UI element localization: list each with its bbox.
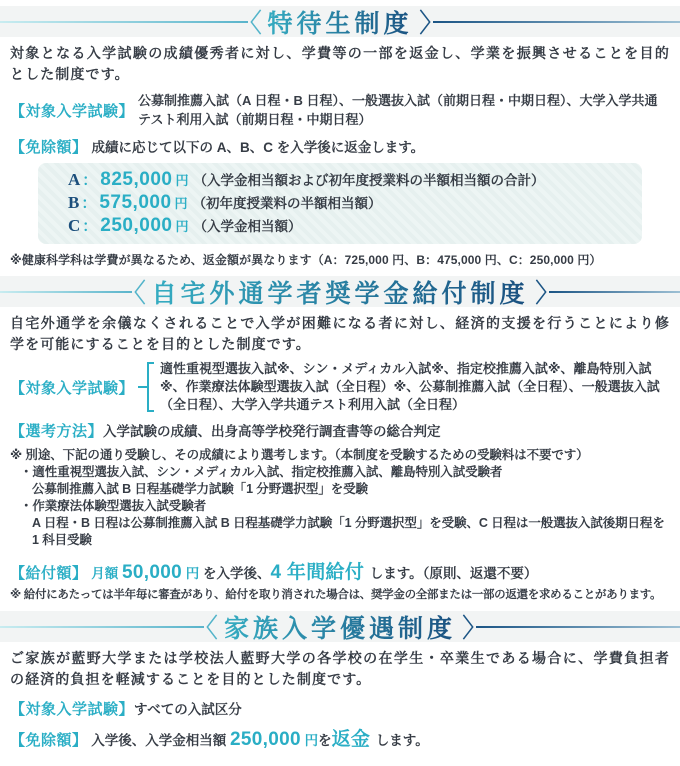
section2-grant-label: 【給付額】 [10, 565, 88, 582]
section3-intro: ご家族が藍野大学または学校法人藍野大学の各学校の在学生・卒業生である場合に、学費負担者の経済的負担を軽減することを目的とした制度です。 [10, 650, 670, 687]
title-line-left [0, 626, 204, 628]
section1-note: ※健康科学科は学費が異なるため、返金額が異なります（A：725,000 円、B：475,000 円、C：250,000 円） [10, 253, 602, 267]
section1-exam-label: 【対象入学試験】 [10, 102, 135, 120]
chevron-right-icon [461, 613, 476, 641]
colon: ： [81, 195, 97, 212]
amount-desc: （入学金相当額） [193, 219, 302, 234]
section2-exam-row [10, 360, 670, 414]
section1-exam-text: 公募制推薦入試（A 日程・B 日程）、一般選抜入試（前期日程・中期日程）、大学入学共通テスト利用入試（前期日程・中期日程） [138, 93, 658, 127]
grant-tail-text: します。（原則、返還不要） [369, 566, 538, 581]
amount-desc: （入学金相当額および初年度授業料の半額相当額の合計） [193, 173, 545, 188]
section3-title: 家族入学優遇制度 [219, 609, 461, 645]
amount-value: 575,000 [99, 192, 172, 213]
colon: ： [82, 218, 98, 235]
section1-exemption-label: 【免除額】 [10, 139, 88, 156]
section1-exemption-row [10, 136, 670, 157]
section1-title-band [0, 6, 680, 37]
family-preferential-section [0, 611, 680, 751]
grant-period: 4 年間給付 [270, 562, 370, 583]
grant-amount: 50,000 [122, 562, 182, 583]
section1-exam-row [10, 91, 670, 129]
bullet-head: ・作業療法体験型選抜入試受験者 [20, 499, 207, 513]
left-bracket-shape [147, 362, 154, 412]
chevron-right-icon [534, 278, 549, 306]
amount-row-c [68, 215, 632, 238]
amount-unit: 円 [175, 219, 189, 234]
section1-title: 特待生制度 [263, 4, 418, 40]
section1-exemption-text: 成績に応じて以下の A、B、C を入学後に返金します。 [91, 140, 425, 155]
section2-note: ※ 給付にあたっては半年毎に審査があり、給付を取り消された場合は、奨学金の全部または一部の返還を求めることがあります。 [10, 589, 662, 601]
section2-grant-row [10, 557, 670, 584]
grade-letter: A [68, 170, 81, 189]
section3-exemption-row [10, 724, 670, 751]
exemption-particle: を [318, 733, 332, 748]
special-scholarship-section [0, 6, 680, 268]
colon: ： [82, 172, 98, 189]
title-line-left [0, 21, 248, 23]
section3-exam-label: 【対象入学試験】 [10, 701, 135, 718]
amount-desc: （初年度授業料の半額相当額） [192, 196, 382, 211]
title-line-right [549, 291, 680, 293]
section2-exam-label: 【対象入学試験】 [10, 379, 135, 397]
amount-value: 250,000 [100, 215, 173, 236]
bracket-connector-line [138, 386, 147, 388]
chevron-left-icon [248, 8, 263, 36]
section2-title-band [0, 276, 680, 307]
amount-unit: 円 [174, 196, 188, 211]
exemption-unit: 円 [300, 733, 319, 748]
amount-unit: 円 [175, 173, 189, 188]
section3-title-band [0, 611, 680, 642]
grant-mid-text: を入学後、 [202, 566, 271, 581]
refund-amount-box [38, 163, 642, 244]
title-line-left [0, 291, 132, 293]
section3-exemption-label: 【免除額】 [10, 732, 88, 749]
title-line-right [433, 21, 680, 23]
section2-title: 自宅外通学者奨学金給付制度 [147, 274, 534, 310]
section2-selection-text: 入学試験の成績、出身高等学校発行調査書等の総合判定 [103, 424, 441, 439]
chevron-left-icon [132, 278, 147, 306]
chevron-left-icon [204, 613, 219, 641]
note-intro: ※ 別途、下記の通り受験し、その成績により選考します。（本制度を受験するための受験料は不要です） [10, 448, 589, 462]
exemption-refund: 返金 [331, 729, 376, 750]
grant-unit: 円 [181, 566, 203, 581]
exemption-tail-text: します。 [375, 733, 429, 748]
bullet-body: A 日程・B 日程は公募制推薦入試 B 日程基礎学力試験「1 分野選択型」を受験、C 日程は一般選抜入試後期日程を 1 科目受験 [32, 516, 665, 547]
section1-intro: 対象となる入学試験の成績優秀者に対し、学費等の一部を返金し、学業を振興させることを目的とした制度です。 [10, 45, 670, 82]
exemption-pre-text: 入学後、入学金相当額 [91, 733, 231, 748]
section2-selection-row [10, 420, 670, 441]
amount-value: 825,000 [100, 169, 173, 190]
grant-monthly-label: 月額 [91, 566, 123, 581]
bullet-head: ・適性重視型選抜入試、シン・メディカル入試、指定校推薦入試、離島特別入試受験者 [20, 465, 503, 479]
amount-row-a [68, 169, 632, 192]
title-line-right [476, 626, 680, 628]
section2-selection-label: 【選考方法】 [10, 423, 104, 440]
section3-exam-text: すべての入試区分 [134, 702, 242, 717]
grade-letter: B [68, 193, 80, 212]
grade-letter: C [68, 216, 81, 235]
section2-selection-notes [10, 447, 670, 549]
exemption-amount: 250,000 [230, 729, 301, 750]
amount-row-b [68, 192, 632, 215]
section2-exam-text: 適性重視型選抜入試※、シン・メディカル入試※、指定校推薦入試※、離島特別入試※、作業療法体験型選抜入試（全日程）※、公募制推薦入試（全日程）、一般選抜入試（全日程）、大学入学共通テスト利用入試（全日程） [160, 361, 660, 412]
bullet-body: 公募制推薦入試 B 日程基礎学力試験「1 分野選択型」を受験 [32, 482, 368, 496]
off-campus-scholarship-section [0, 276, 680, 602]
chevron-right-icon [418, 8, 433, 36]
section3-exam-row [10, 698, 670, 719]
section2-intro: 自宅外通学を余儀なくされることで入学が困難になる者に対し、経済的支援を行うことにより修学を可能にすることを目的とした制度です。 [10, 315, 670, 352]
